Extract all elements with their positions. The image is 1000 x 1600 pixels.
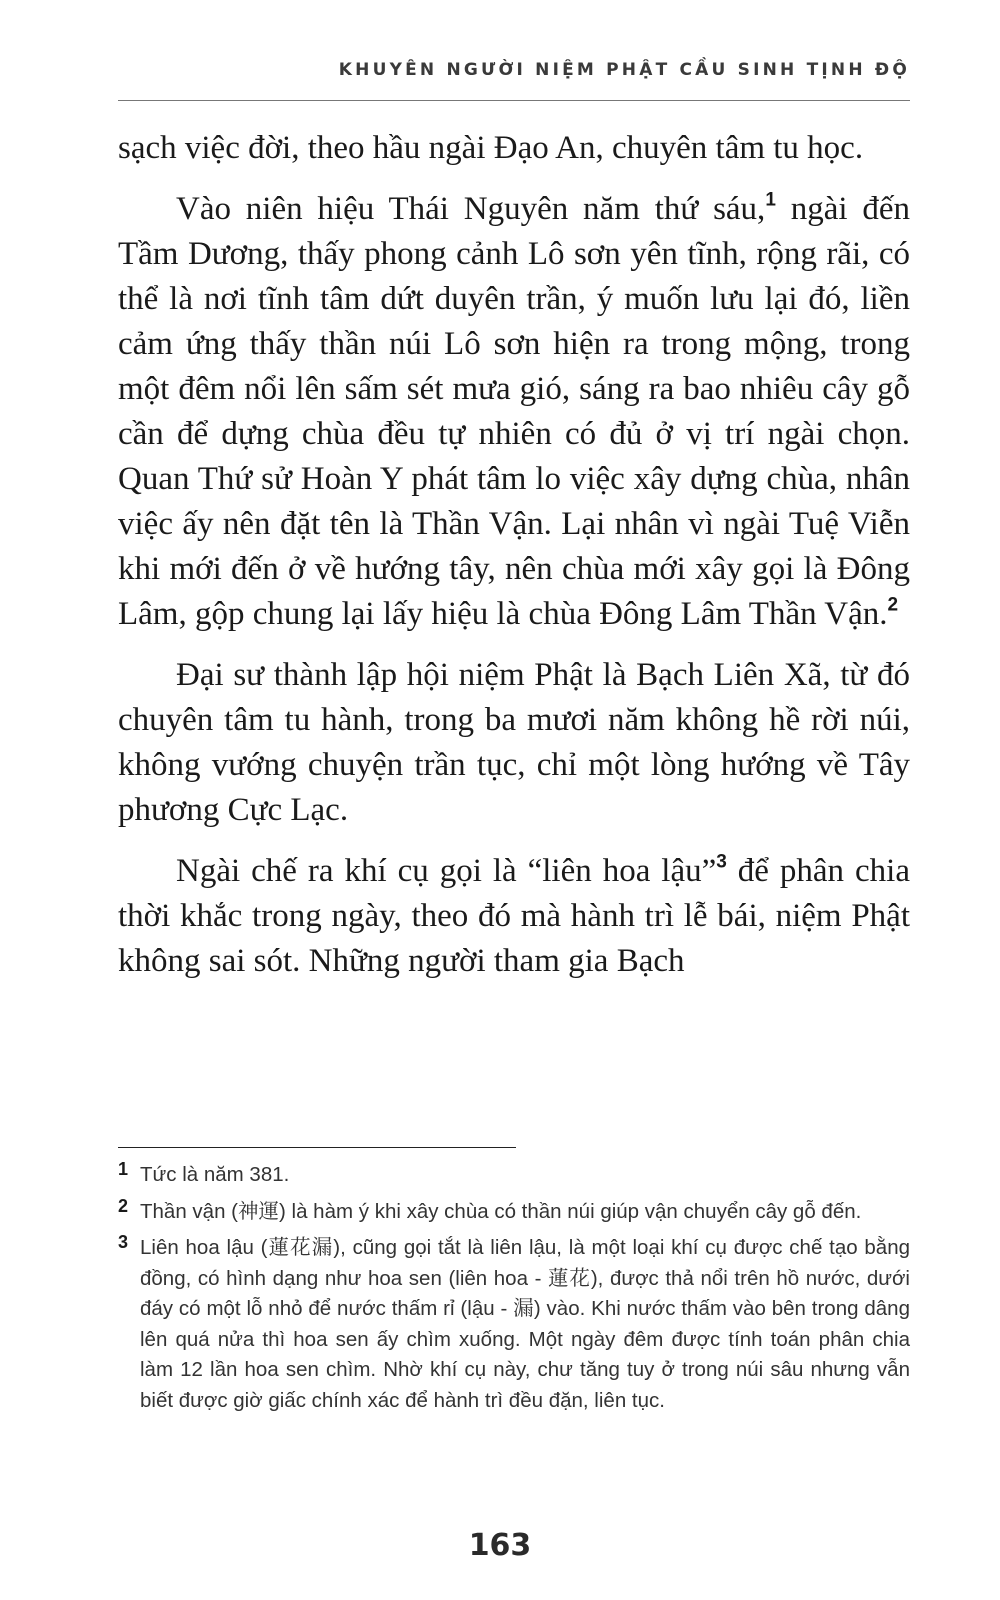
footnote-3 xyxy=(118,1233,910,1416)
footnote-number: 1 xyxy=(118,1159,129,1179)
footnote-text: Tức là năm 381. xyxy=(140,1163,290,1186)
paragraph-2-text-b: ngài đến Tầm Dương, thấy phong cảnh Lô sơn yên tĩnh, rộng rãi, có thể là nơi tĩnh tâm dứt duyên trần, ý muốn lưu lại đó, liền cảm ứng thấy thần núi Lô sơn hiện ra trong mộng, trong một đêm nổi lên sấm sét mưa gió, sáng ra bao nhiêu cây gỗ cần để dựng chùa đều tự nhiên có đủ ở vị trí ngài chọn. Quan Thứ sử Hoàn Y phát tâm lo việc xây dựng chùa, nhân việc ấy nên đặt tên là Thần Vận. Lại nhân vì ngài Tuệ Viễn khi mới đến ở về hướng tây, nên chùa mới xây gọi là Đông Lâm, gộp chung lại lấy hiệu là chùa Đông Lâm Thần Vận. xyxy=(118,191,910,632)
paragraph-4-text-a: Ngài chế ra khí cụ gọi là “liên hoa lậu” xyxy=(176,853,717,889)
footnote-divider xyxy=(118,1147,516,1148)
footnotes xyxy=(118,1160,910,1422)
running-header: KHUYÊN NGƯỜI NIỆM PHẬT CẦU SINH TỊNH ĐỘ xyxy=(338,60,910,80)
footnote-ref-1[interactable]: 1 xyxy=(765,189,776,211)
footnote-text: Liên hoa lậu (蓮花漏), cũng gọi tắt là liên lậu, là một loại khí cụ được chế tạo bằng đồng, có hình dạng như hoa sen (liên hoa - 蓮花), được thả nổi trên hồ nước, dưới đáy có một lỗ nhỏ để nước thấm rỉ (lậu - 漏) vào. Khi nước thấm vào bên trong dâng lên quá nửa thì hoa sen ấy chìm xuống. Một ngày đêm được tính toán phân chia làm 12 lần hoa sen chìm. Nhờ khí cụ này, chư tăng tuy ở trong núi sâu nhưng vẫn biết được giờ giấc chính xác để hành trì đều đặn, liên tục. xyxy=(140,1236,910,1412)
page-number: 163 xyxy=(468,1528,532,1563)
paragraph-4 xyxy=(118,849,910,984)
footnote-2 xyxy=(118,1197,910,1228)
paragraph-2-text-a: Vào niên hiệu Thái Nguyên năm thứ sáu, xyxy=(176,191,766,227)
paragraph-1 xyxy=(118,126,910,171)
paragraph-3 xyxy=(118,653,910,833)
paragraph-4-text-b: để phân chia thời khắc trong ngày, theo đó mà hành trì lễ bái, niệm Phật không sai sót. Những người tham gia Bạch xyxy=(118,853,910,979)
footnote-number: 3 xyxy=(118,1232,129,1252)
footnote-ref-3[interactable]: 3 xyxy=(716,851,727,873)
paragraph-1-text: sạch việc đời, theo hầu ngài Đạo An, chuyên tâm tu học. xyxy=(118,130,864,166)
header-divider xyxy=(118,100,910,101)
main-text xyxy=(118,126,910,1000)
footnote-1 xyxy=(118,1160,910,1191)
footnote-number: 2 xyxy=(118,1195,129,1216)
footnote-ref-2[interactable]: 2 xyxy=(887,594,899,616)
paragraph-3-text: Đại sư thành lập hội niệm Phật là Bạch Liên Xã, từ đó chuyên tâm tu hành, trong ba mươi năm không hề rời núi, không vướng chuyện trần tục, chỉ một lòng hướng về Tây phương Cực Lạc. xyxy=(118,657,910,828)
footnote-text: Thần vận (神運) là hàm ý khi xây chùa có thần núi giúp vận chuyển cây gỗ đến. xyxy=(140,1199,862,1223)
paragraph-2 xyxy=(118,187,910,637)
